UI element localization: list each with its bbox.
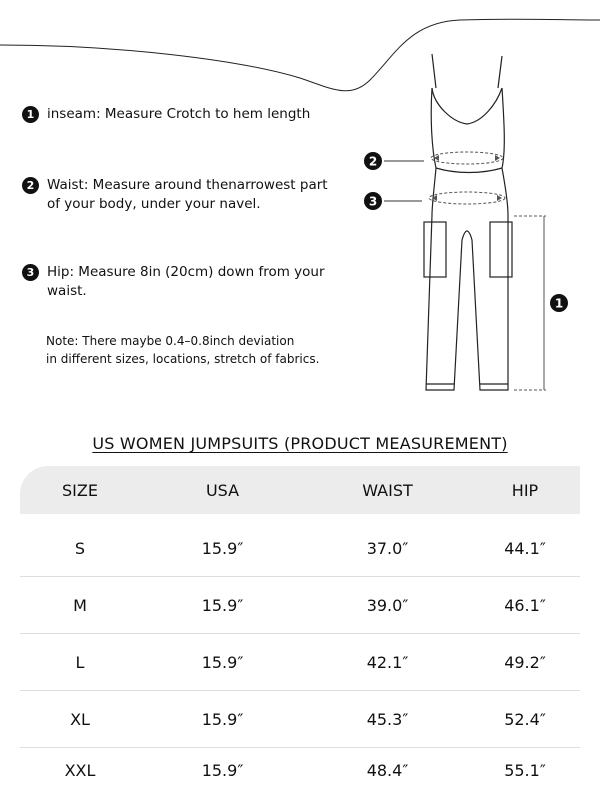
- instruction-inseam-text: inseam: Measure Crotch to hem length: [47, 106, 311, 122]
- marker-hip-label: 3: [368, 194, 378, 209]
- header-size: SIZE: [62, 480, 98, 500]
- waist-measure-loop: [431, 152, 503, 164]
- cell-hip: 55.1″: [504, 760, 546, 780]
- cell-waist: 48.4″: [366, 760, 409, 780]
- cell-size: S: [74, 538, 86, 558]
- table-row: [20, 742, 580, 798]
- cell-hip: 49.2″: [504, 652, 546, 672]
- table-row: [20, 520, 580, 577]
- header-hip: HIP: [511, 480, 539, 500]
- note-line2: in different sizes, locations, stretch of fabrics.: [46, 352, 320, 366]
- cell-waist: 45.3″: [366, 709, 409, 729]
- cell-hip: 44.1″: [504, 538, 546, 558]
- cell-usa: 15.9″: [201, 760, 244, 780]
- hip-measure-loop: [429, 192, 505, 204]
- header-waist: WAIST: [362, 480, 413, 500]
- note-line1: Note: There maybe 0.4–0.8inch deviation: [46, 334, 295, 348]
- step-number-2: 2: [22, 177, 39, 194]
- step-number-3: 3: [22, 264, 39, 281]
- instruction-waist-line2: of your body, under your navel.: [47, 196, 261, 212]
- marker-waist-label: 2: [368, 154, 378, 169]
- cell-usa: 15.9″: [201, 595, 244, 615]
- cell-usa: 15.9″: [201, 538, 244, 558]
- cell-size: L: [75, 652, 85, 672]
- cell-usa: 15.9″: [201, 709, 244, 729]
- instruction-waist-line1: Waist: Measure around thenarrowest part: [47, 177, 328, 193]
- step-number-1: 1: [22, 106, 39, 123]
- header-usa: USA: [205, 480, 240, 500]
- cell-waist: 42.1″: [366, 652, 409, 672]
- cell-waist: 39.0″: [366, 595, 409, 615]
- jumpsuit-illustration: [356, 50, 580, 400]
- cell-hip: 46.1″: [504, 595, 546, 615]
- table-row: [20, 577, 580, 634]
- table-row: [20, 691, 580, 748]
- marker-inseam-label: 1: [554, 296, 564, 311]
- instruction-hip: [22, 263, 325, 301]
- table-title: US WOMEN JUMPSUITS (PRODUCT MEASUREMENT): [92, 434, 508, 453]
- cell-size: M: [73, 595, 87, 615]
- instruction-hip-line1: Hip: Measure 8in (20cm) down from your: [47, 264, 325, 280]
- cell-usa: 15.9″: [201, 652, 244, 672]
- instruction-inseam: [22, 105, 310, 124]
- deviation-note: [46, 332, 319, 368]
- cell-waist: 37.0″: [366, 538, 409, 558]
- table-header-row: [20, 466, 580, 514]
- table-row: [20, 634, 580, 691]
- cell-size: XXL: [64, 760, 96, 780]
- instruction-hip-line2: waist.: [47, 283, 87, 299]
- cell-hip: 52.4″: [504, 709, 546, 729]
- instruction-waist: [22, 176, 328, 214]
- cell-size: XL: [70, 709, 90, 729]
